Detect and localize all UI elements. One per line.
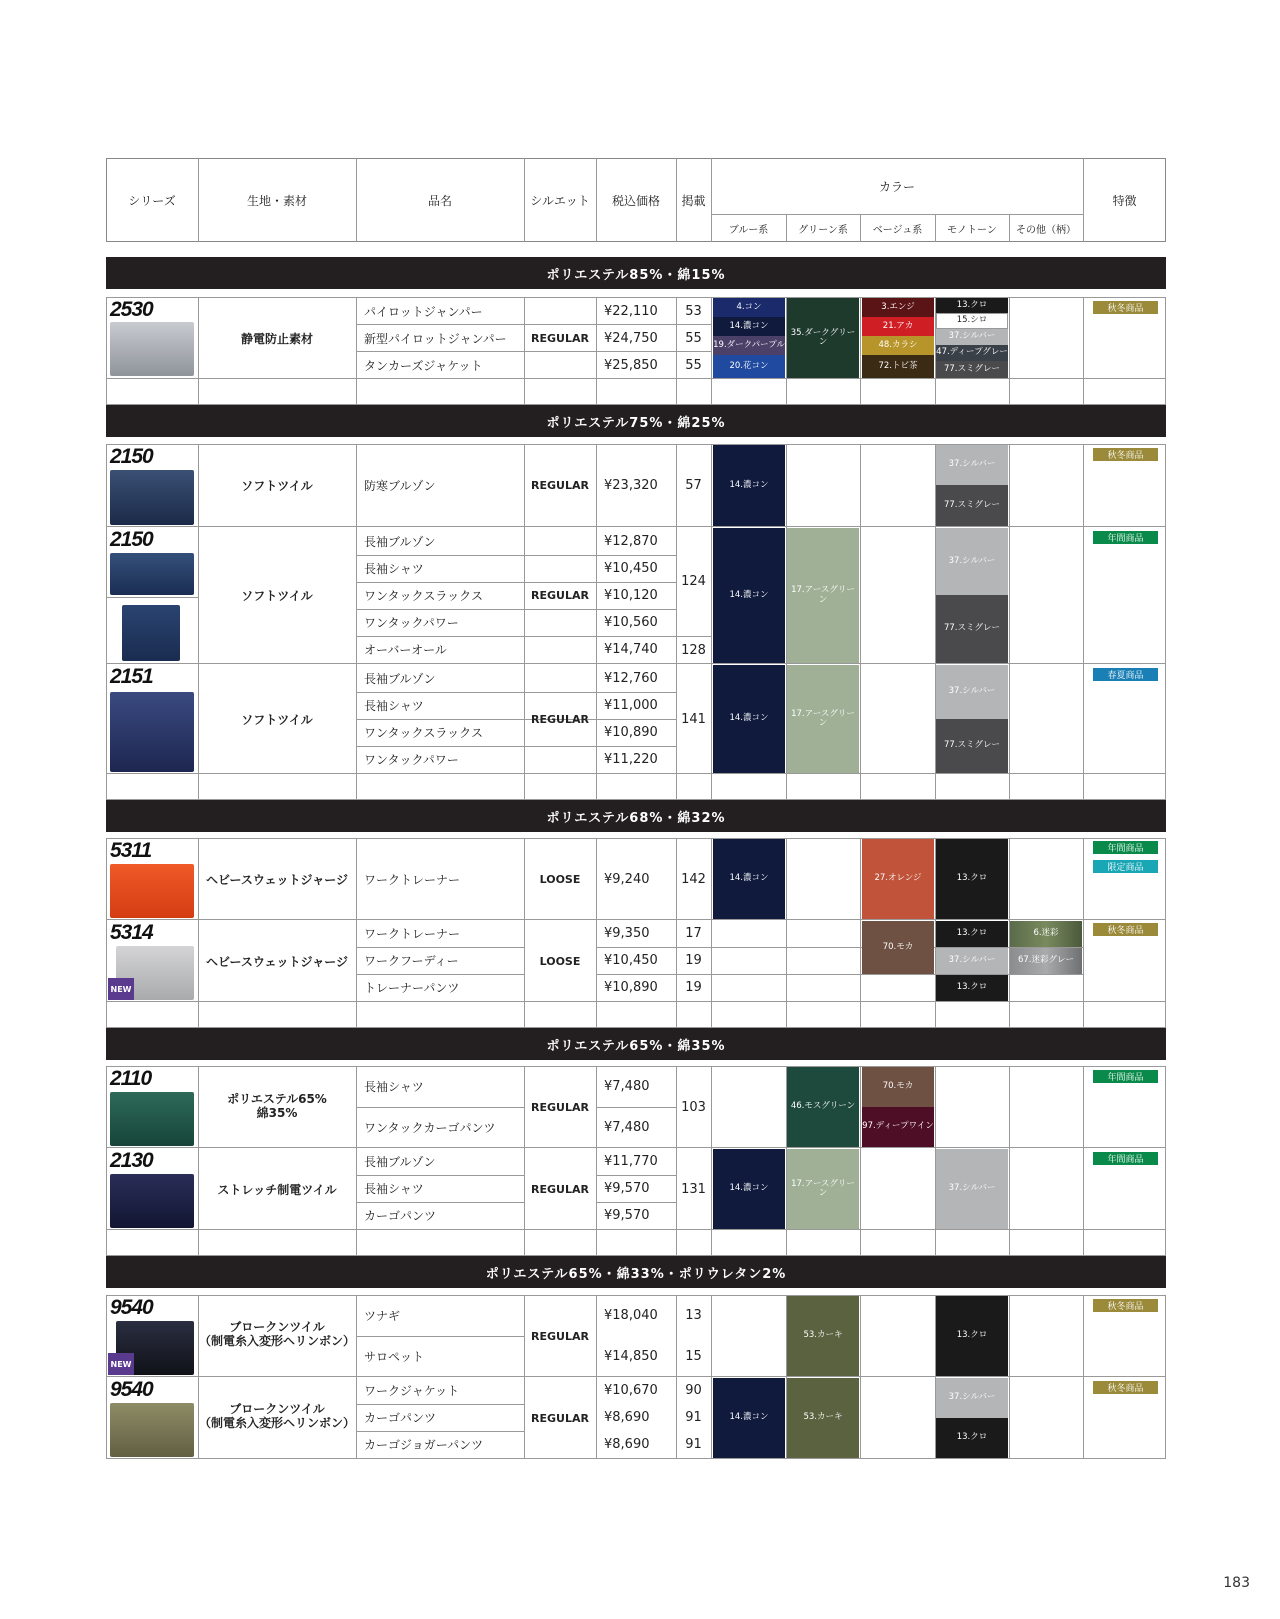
color-swatch: 14.濃コン <box>713 1149 785 1229</box>
header-price: 税込価格 <box>611 193 660 208</box>
header-product: 品名 <box>427 193 452 208</box>
page-ref: 19 <box>685 953 702 968</box>
price: ¥14,850 <box>604 1349 658 1364</box>
price: ¥23,320 <box>604 478 658 493</box>
color-swatch: 27.オレンジ <box>862 839 934 919</box>
silhouette: REGULAR <box>531 1411 589 1425</box>
product-name: タンカーズジャケット <box>364 358 483 373</box>
page-ref: 131 <box>681 1181 706 1197</box>
series-number: 2530 <box>110 298 153 321</box>
color-swatch: 37.シルバー <box>936 948 1008 974</box>
color-swatch: 47.ディープグレー <box>936 345 1008 361</box>
silhouette: REGULAR <box>531 712 589 726</box>
product-photo <box>110 1403 194 1457</box>
material-band-4: ポリエステル65%・綿35% <box>106 1028 1166 1060</box>
season-badge: 年間商品 <box>1093 1070 1158 1083</box>
product-name: 新型パイロットジャンパー <box>364 331 507 346</box>
price: ¥12,760 <box>604 671 658 686</box>
color-swatch: 72.トビ茶 <box>862 355 934 378</box>
product-name: パイロットジャンパー <box>364 304 483 319</box>
material-name: ブロークンツイル <box>229 1319 325 1334</box>
color-swatch: 77.スミグレー <box>936 719 1008 773</box>
color-swatch: 53.カーキ <box>787 1378 859 1458</box>
color-swatch: 37.シルバー <box>936 665 1008 719</box>
color-swatch: 14.濃コン <box>713 317 785 336</box>
product-photo <box>110 1092 194 1146</box>
series-number: 5314 <box>110 921 153 944</box>
price: ¥10,450 <box>604 561 658 576</box>
color-swatch: 77.スミグレー <box>936 485 1008 526</box>
price: ¥11,220 <box>604 752 658 767</box>
page-ref: 124 <box>681 574 706 589</box>
series-number: 2130 <box>110 1149 153 1172</box>
header-blue: ブルー系 <box>728 224 769 236</box>
header-beige: ベージュ系 <box>872 224 923 236</box>
silhouette: REGULAR <box>531 1329 589 1343</box>
season-badge: 年間商品 <box>1093 841 1158 854</box>
new-badge: NEW <box>108 1353 134 1375</box>
color-swatch: 77.スミグレー <box>936 361 1008 378</box>
price: ¥9,350 <box>604 926 650 941</box>
product-name: ワンタックスラックス <box>364 589 484 603</box>
header-series: シリーズ <box>128 193 176 208</box>
color-swatch: 17.アースグリーン <box>787 1149 859 1229</box>
color-swatch: 13.クロ <box>936 1296 1008 1376</box>
material-name: ソフトツイル <box>241 479 313 493</box>
material-name-2: （制電糸入変形ヘリンボン） <box>198 1415 355 1430</box>
page-ref: 13 <box>685 1308 702 1323</box>
product-name: カーゴジョガーパンツ <box>364 1438 484 1452</box>
page-ref: 57 <box>685 478 702 493</box>
color-swatch: 13.クロ <box>936 298 1008 313</box>
color-swatch: 70.モカ <box>862 1067 934 1107</box>
page-ref: 128 <box>681 642 706 658</box>
product-name: ワンタックパワー <box>364 616 459 630</box>
series-number: 2110 <box>110 1067 152 1090</box>
material-name: 静電防止素材 <box>240 331 313 346</box>
material-name: ヘビースウェットジャージ <box>206 954 348 969</box>
product-name: ワークジャケット <box>364 1384 460 1398</box>
page-ref: 17 <box>685 926 702 941</box>
color-swatch: 14.濃コン <box>713 445 785 526</box>
price: ¥18,040 <box>604 1308 658 1323</box>
material-band-3: ポリエステル68%・綿32% <box>106 800 1166 832</box>
color-swatch: 37.シルバー <box>936 329 1008 345</box>
season-badge: 秋冬商品 <box>1093 1381 1158 1394</box>
product-name: ワークトレーナー <box>364 927 461 941</box>
header-silhouette: シルエット <box>530 193 590 208</box>
page-ref: 55 <box>685 330 702 346</box>
silhouette: REGULAR <box>531 479 589 492</box>
material-name: ヘビースウェットジャージ <box>206 872 348 887</box>
product-name: 防寒ブルゾン <box>364 479 436 493</box>
price: ¥10,560 <box>604 615 658 630</box>
color-swatch: 6.迷彩 <box>1010 921 1082 947</box>
spacer-row <box>106 1230 1166 1256</box>
series-number: 5311 <box>110 839 152 862</box>
color-swatch: 17.アースグリーン <box>787 665 859 773</box>
color-swatch: 35.ダークグリーン <box>787 298 859 378</box>
price: ¥9,570 <box>604 1208 650 1223</box>
silhouette: REGULAR <box>531 1100 589 1114</box>
page-ref: 91 <box>685 1410 702 1425</box>
product-name: オーバーオール <box>364 643 447 657</box>
season-badge: 秋冬商品 <box>1093 923 1158 936</box>
color-swatch: 48.カラシ <box>862 336 934 355</box>
price: ¥11,000 <box>604 698 658 713</box>
color-swatch: 46.モスグリーン <box>787 1067 859 1147</box>
page-ref: 142 <box>681 871 706 887</box>
product-name: ワークトレーナー <box>364 872 461 887</box>
price: ¥7,480 <box>604 1120 650 1135</box>
price: ¥8,690 <box>604 1437 650 1452</box>
color-swatch: 37.シルバー <box>936 528 1008 595</box>
product-name: ワンタックスラックス <box>364 726 484 740</box>
material-name: ソフトツイル <box>241 589 313 603</box>
color-swatch: 13.クロ <box>936 921 1008 947</box>
product-photo <box>110 692 194 772</box>
page-ref: 103 <box>681 1099 706 1115</box>
series-number: 2151 <box>110 665 153 688</box>
price: ¥10,890 <box>604 725 658 740</box>
price: ¥25,850 <box>604 357 658 373</box>
material-name: ソフトツイル <box>241 712 313 727</box>
price: ¥7,480 <box>604 1079 650 1094</box>
series-number: 9540 <box>110 1378 153 1401</box>
color-swatch: 14.濃コン <box>713 665 785 773</box>
color-swatch: 53.カーキ <box>787 1296 859 1376</box>
product-name: カーゴパンツ <box>364 1411 437 1425</box>
series-number: 9540 <box>110 1296 153 1319</box>
product-photo <box>110 470 194 525</box>
color-swatch: 20.花コン <box>713 355 785 378</box>
season-badge: 秋冬商品 <box>1093 1299 1158 1312</box>
product-name: ワンタックパワー <box>364 753 459 767</box>
color-swatch: 15.シロ <box>936 313 1008 329</box>
product-photo <box>110 322 194 376</box>
color-swatch: 13.クロ <box>936 839 1008 919</box>
season-badge: 年間商品 <box>1093 1152 1158 1165</box>
price: ¥10,890 <box>604 980 658 995</box>
product-name: ワンタックカーゴパンツ <box>364 1121 496 1135</box>
color-swatch: 4.コン <box>713 298 785 317</box>
color-swatch: 37.シルバー <box>936 1149 1008 1229</box>
product-photo <box>110 553 194 595</box>
page-ref: 53 <box>685 303 702 319</box>
color-swatch: 77.スミグレー <box>936 595 1008 663</box>
product-name: 長袖ブルゾン <box>364 1155 436 1169</box>
product-name: トレーナーパンツ <box>364 981 460 995</box>
color-swatch: 21.アカ <box>862 317 934 336</box>
color-swatch: 97.ディープワイン <box>862 1107 934 1147</box>
price: ¥10,670 <box>604 1383 658 1398</box>
material-band-1: ポリエステル85%・綿15% <box>106 257 1166 289</box>
product-name: 長袖ブルゾン <box>364 535 436 549</box>
season-badge: 年間商品 <box>1093 531 1158 544</box>
price: ¥11,770 <box>604 1154 658 1169</box>
spacer-row <box>106 774 1166 800</box>
price: ¥10,450 <box>604 953 658 968</box>
season-badge: 春夏商品 <box>1093 668 1158 681</box>
material-name: ストレッチ制電ツイル <box>217 1182 337 1197</box>
product-name: 長袖シャツ <box>364 699 424 713</box>
product-name: 長袖シャツ <box>364 1182 424 1196</box>
material-name-2: 綿35% <box>256 1105 298 1120</box>
color-swatch: 37.シルバー <box>936 445 1008 485</box>
limited-badge: 限定商品 <box>1093 860 1158 873</box>
color-swatch: 14.濃コン <box>713 1378 785 1458</box>
page-number: 183 <box>1223 1575 1250 1591</box>
color-swatch: 14.濃コン <box>713 528 785 663</box>
page-ref: 19 <box>685 980 702 995</box>
color-swatch: 3.エンジ <box>862 298 934 317</box>
product-name: ツナギ <box>364 1309 401 1323</box>
material-name: ポリエステル65% <box>227 1091 327 1106</box>
price: ¥8,690 <box>604 1410 650 1425</box>
season-badge: 秋冬商品 <box>1093 448 1158 461</box>
price: ¥14,740 <box>604 642 658 657</box>
product-name: 長袖ブルゾン <box>364 672 436 686</box>
product-name: 長袖シャツ <box>364 1080 424 1094</box>
spacer-row <box>106 1002 1166 1028</box>
material-band-5: ポリエステル65%・綿33%・ポリウレタン2% <box>106 1256 1166 1288</box>
new-badge: NEW <box>108 978 134 1000</box>
header-green: グリーン系 <box>798 224 848 236</box>
price: ¥24,750 <box>604 330 658 346</box>
material-band-2: ポリエステル75%・綿25% <box>106 405 1166 437</box>
header-mono: モノトーン <box>947 224 997 236</box>
header-color: カラー <box>878 179 915 194</box>
header-feature: 特徴 <box>1112 193 1137 208</box>
price: ¥9,240 <box>604 871 650 887</box>
page-ref: 15 <box>685 1349 702 1364</box>
silhouette: REGULAR <box>531 1182 589 1196</box>
product-photo <box>110 864 194 918</box>
color-swatch: 13.クロ <box>936 1418 1008 1458</box>
product-name: ワークフーディー <box>364 954 459 968</box>
price: ¥10,120 <box>604 588 658 603</box>
spacer-row <box>106 379 1166 405</box>
page-ref: 90 <box>685 1383 702 1398</box>
material-name-2: （制電糸入変形ヘリンボン） <box>198 1333 355 1348</box>
color-swatch: 37.シルバー <box>936 1378 1008 1418</box>
silhouette: LOOSE <box>539 954 581 968</box>
color-swatch: 19.ダークパープル <box>713 336 785 355</box>
silhouette: REGULAR <box>531 589 589 602</box>
series-number: 2150 <box>110 445 153 468</box>
material-name: ブロークンツイル <box>229 1401 325 1416</box>
price: ¥12,870 <box>604 534 658 549</box>
product-photo <box>122 605 180 661</box>
price: ¥9,570 <box>604 1181 650 1196</box>
color-swatch: 14.濃コン <box>713 839 785 919</box>
header-material: 生地・素材 <box>246 193 307 208</box>
header-page: 掲載 <box>681 193 706 208</box>
price: ¥22,110 <box>604 303 658 319</box>
product-name: カーゴパンツ <box>364 1209 437 1223</box>
color-swatch: 13.クロ <box>936 975 1008 1001</box>
page-ref: 91 <box>685 1437 702 1452</box>
page-ref: 55 <box>685 357 702 373</box>
silhouette: LOOSE <box>539 872 581 886</box>
series-number: 2150 <box>110 528 153 551</box>
header-other: その他（柄） <box>1016 224 1076 236</box>
color-swatch: 70.モカ <box>862 921 934 974</box>
page-ref: 141 <box>681 711 706 727</box>
product-name: サロペット <box>364 1350 425 1364</box>
color-swatch: 17.アースグリーン <box>787 528 859 663</box>
silhouette: REGULAR <box>531 331 589 345</box>
product-name: 長袖シャツ <box>364 562 424 576</box>
product-photo <box>110 1174 194 1228</box>
season-badge: 秋冬商品 <box>1093 301 1158 314</box>
color-swatch: 67.迷彩グレー <box>1010 948 1082 974</box>
